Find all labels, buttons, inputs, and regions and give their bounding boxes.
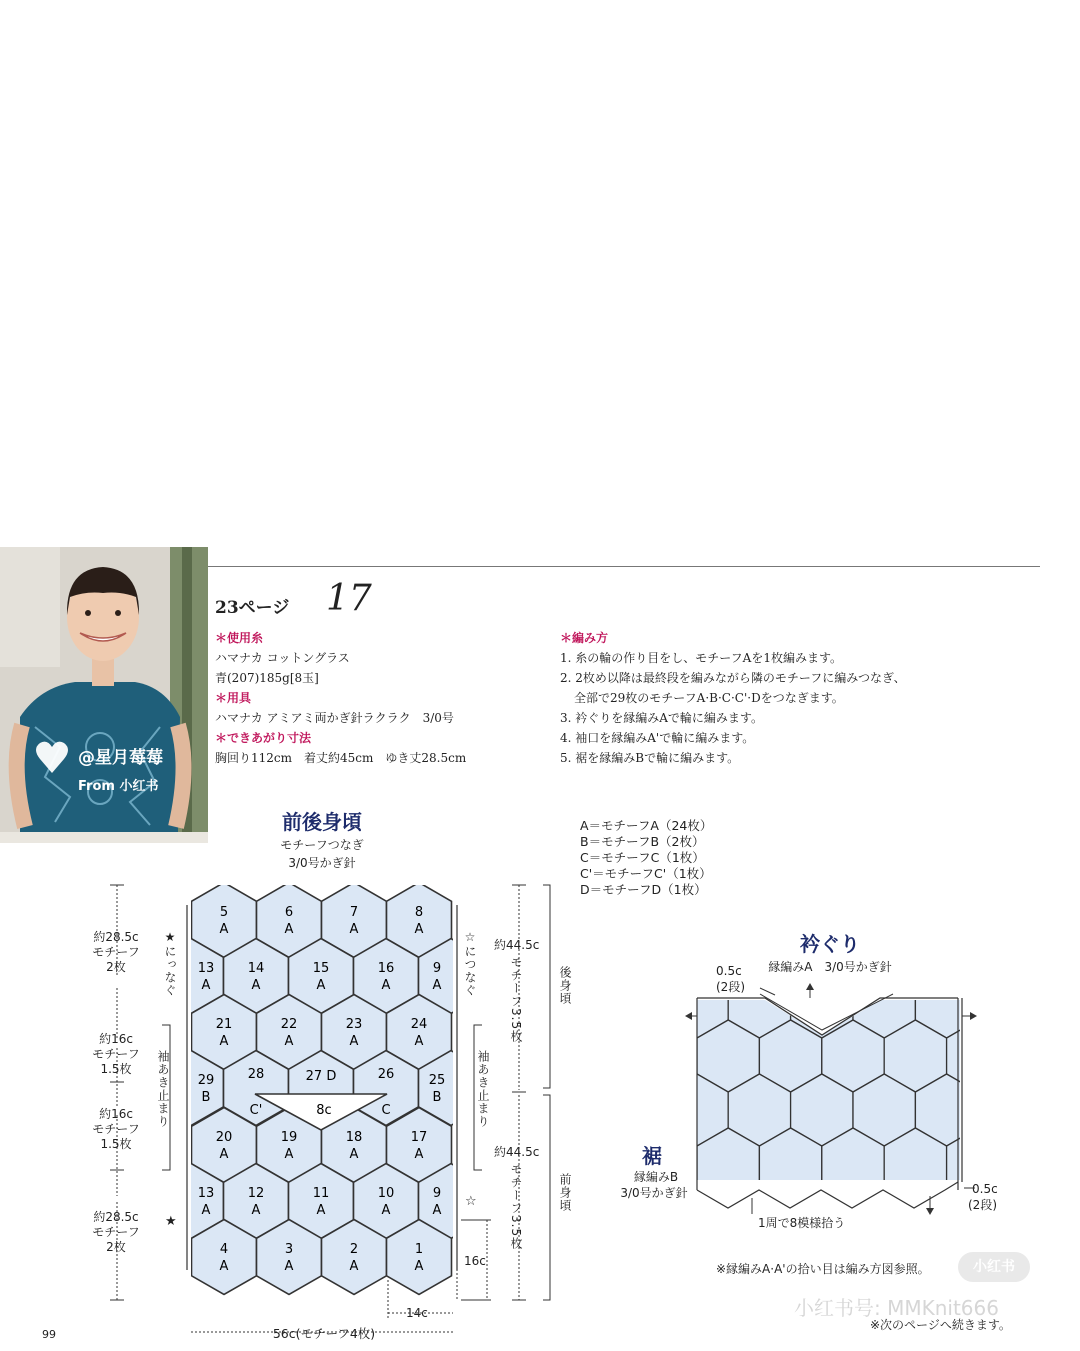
hem-sub2: 3/0号かぎ針 xyxy=(620,1186,688,1200)
yarn-line-1: ハマナカ コットングラス xyxy=(215,651,350,665)
motif-type: A xyxy=(219,1147,229,1162)
motif-type: A xyxy=(414,1034,424,1049)
edging-hexagon xyxy=(1009,1020,1071,1092)
motif-type: A xyxy=(381,978,391,993)
method-heading: ＊編み方 xyxy=(560,631,609,645)
motif-number: 28 xyxy=(247,1067,265,1082)
neck-title: 衿ぐり xyxy=(800,932,860,956)
neck-dim-1: 0.5c xyxy=(716,964,742,978)
join-star-right-label: ☆につなぐ xyxy=(463,930,477,997)
motif-number: 20 xyxy=(215,1130,233,1145)
motif-number: 27 D xyxy=(305,1069,337,1084)
motif-type: C xyxy=(381,1103,391,1118)
motif-type: A xyxy=(432,1203,442,1218)
motif-number: 9 xyxy=(432,961,442,976)
watermark: 小红书号: MMKnit666 xyxy=(794,1296,999,1320)
left-dim-3: 約16c モチーフ 1.5枚 xyxy=(92,1107,140,1151)
page-number: 99 xyxy=(42,1328,56,1341)
tools-line: ハマナカ アミアミ両かぎ針ラクラク 3/0号 xyxy=(215,711,454,725)
right-dim-2: 約44.5c xyxy=(494,1145,540,1159)
left-dim-2: 約16c モチーフ 1.5枚 xyxy=(92,1032,140,1076)
motif-number: 9 xyxy=(432,1186,442,1201)
motif-type: A xyxy=(284,1259,294,1274)
motif-number: 19 xyxy=(280,1130,298,1145)
motif-type: A xyxy=(432,978,442,993)
hem-dim-1: 0.5c xyxy=(972,1182,998,1196)
tools-heading: ＊用具 xyxy=(215,691,252,705)
neck-dim-2: (2段) xyxy=(716,980,745,994)
front-body-label: 前身頃 xyxy=(558,1173,572,1212)
method-step: 5. 裾を縁編みBで輪に編みます。 xyxy=(560,751,740,765)
motif-number: 17 xyxy=(410,1130,428,1145)
arrow-up-head xyxy=(806,983,814,990)
legend-item: C＝モチーフC（1枚） xyxy=(580,850,705,865)
page-reference: 23ページ xyxy=(215,598,290,618)
left-dim-4: 約28.5c モチーフ 2枚 xyxy=(92,1210,140,1254)
motif-type: A xyxy=(349,1259,359,1274)
edging-hexagon xyxy=(1009,1128,1071,1200)
motif-number: 3 xyxy=(284,1242,294,1257)
motif-number: 26 xyxy=(377,1067,395,1082)
motif-type: A xyxy=(284,1147,294,1162)
motif-type: A xyxy=(219,1259,229,1274)
hem-dim-2: (2段) xyxy=(968,1198,997,1212)
motif-number: 15 xyxy=(312,961,330,976)
method-step: 1. 糸の輪の作り目をし、モチーフAを1枚編みます。 xyxy=(560,651,843,665)
motif-number: 18 xyxy=(345,1130,363,1145)
join-star-left-label: ★にっなぐ xyxy=(163,930,177,997)
motif-number: 11 xyxy=(312,1186,330,1201)
motif-number: 10 xyxy=(377,1186,395,1201)
star-mark-right: ☆ xyxy=(465,1194,477,1209)
hem-sub1: 縁編みB xyxy=(633,1170,679,1184)
motif-type: A xyxy=(284,1034,294,1049)
edging-hexagon xyxy=(978,966,1040,1038)
arrow-right-head xyxy=(970,1012,977,1020)
motif-type: A xyxy=(414,1259,424,1274)
legend-item: B＝モチーフB（2枚） xyxy=(580,834,705,849)
motif-number: 7 xyxy=(349,905,359,920)
left-dim-1: 約28.5c モチーフ 2枚 xyxy=(92,930,140,974)
back-body-label: 後身頃 xyxy=(558,966,572,1005)
motif-type: A xyxy=(349,1034,359,1049)
size-line: 胸回り112cm 着丈約45cm ゆき丈28.5cm xyxy=(215,751,467,765)
yarn-line-2: 青(207)185g[8玉] xyxy=(215,671,319,685)
method-step: 2. 2枚め以降は最終段を編みながら隣のモチーフに編みつなぎ、 xyxy=(560,671,906,685)
motif-number: 23 xyxy=(345,1017,363,1032)
motif-type: A xyxy=(316,1203,326,1218)
hem-title: 裾 xyxy=(642,1144,662,1168)
legend-item: A＝モチーフA（24枚） xyxy=(580,818,713,833)
method-step: 4. 袖口を縁編みA'で輪に編みます。 xyxy=(560,731,755,745)
sleeve-stop-right: 袖あき止まり xyxy=(476,1050,490,1128)
pickup-note: 1周で8模様拾う xyxy=(758,1216,846,1230)
motif-type: A xyxy=(201,978,211,993)
dim-56c: 56c(モチーフ4枚) xyxy=(272,1326,376,1341)
motif-type: A xyxy=(316,978,326,993)
motif-type: A xyxy=(201,1203,211,1218)
arrow-down-head xyxy=(926,1208,934,1215)
motif-type: A xyxy=(349,922,359,937)
motif-number: 6 xyxy=(284,905,294,920)
motif-type: A xyxy=(414,1147,424,1162)
motif-type: B xyxy=(201,1090,211,1105)
sleeve-stop-left: 袖あき止まり xyxy=(156,1050,170,1128)
motif-type: B xyxy=(432,1090,442,1105)
motif-number: 4 xyxy=(219,1242,229,1257)
neck-width-label: 8c xyxy=(316,1103,332,1118)
right-dim-2-sub: モチーフ3.5枚 xyxy=(509,1163,523,1251)
body-diagram-title: 前後身頃 xyxy=(282,810,362,834)
motif-type: A xyxy=(251,1203,261,1218)
watermark-logo: 小红书 xyxy=(958,1252,1030,1282)
note-pickup: ※縁編みA·A'の拾い目は編み方図参照。 xyxy=(716,1262,930,1276)
motif-type: A xyxy=(251,978,261,993)
body-diagram-sub1: モチーフつなぎ xyxy=(280,838,364,852)
star-mark-left: ★ xyxy=(165,1214,177,1229)
motif-number: 13 xyxy=(197,1186,215,1201)
motif-number: 2 xyxy=(349,1242,359,1257)
motif-number: 13 xyxy=(197,961,215,976)
motif-number: 22 xyxy=(280,1017,298,1032)
motif-number: 16 xyxy=(377,961,395,976)
method-step: 全部で29枚のモチーフA·B·C·C'·Dをつなぎます。 xyxy=(574,691,844,705)
edging-hexagon xyxy=(978,1074,1040,1146)
motif-type: A xyxy=(349,1147,359,1162)
legend-item: C'＝モチーフC'（1枚） xyxy=(580,866,712,881)
neck-dim-pointer xyxy=(760,988,775,995)
motif-number: 25 xyxy=(428,1073,446,1088)
photo-watermark-handle: @星月莓莓 xyxy=(78,748,163,768)
motif-type: C' xyxy=(249,1103,263,1118)
motif-number: 8 xyxy=(414,905,424,920)
motif-number: 5 xyxy=(219,905,229,920)
neck-sub: 縁編みA 3/0号かぎ針 xyxy=(768,960,892,974)
yarn-heading: ＊使用糸 xyxy=(215,631,264,645)
motif-number: 24 xyxy=(410,1017,428,1032)
motif-number: 14 xyxy=(247,961,265,976)
motif-type: A xyxy=(381,1203,391,1218)
edging-hex-grid xyxy=(666,966,1072,1200)
arrow-left-head xyxy=(685,1012,692,1020)
motif-type: A xyxy=(219,922,229,937)
method-step: 3. 衿ぐりを縁編みAで輪に編みます。 xyxy=(560,711,763,725)
right-dim-1-sub: モチーフ3.5枚 xyxy=(509,956,523,1044)
dim-16c: 16c xyxy=(464,1254,486,1268)
motif-number: 29 xyxy=(197,1073,215,1088)
photo-watermark-from: From 小红书 xyxy=(78,779,159,794)
motif-number: 1 xyxy=(414,1242,424,1257)
dim-14c: 14c xyxy=(406,1306,428,1320)
motif-type: A xyxy=(219,1034,229,1049)
note-continue: ※次のページへ続きます。 xyxy=(870,1318,1011,1332)
body-diagram-sub2: 3/0号かぎ針 xyxy=(288,856,356,870)
right-dim-1: 約44.5c xyxy=(494,938,540,952)
motif-number: 12 xyxy=(247,1186,265,1201)
size-heading: ＊できあがり寸法 xyxy=(215,731,312,745)
legend-item: D＝モチーフD（1枚） xyxy=(580,882,707,897)
motif-type: A xyxy=(284,922,294,937)
motif-number: 21 xyxy=(215,1017,233,1032)
motif-type: A xyxy=(414,922,424,937)
pattern-number: 17 xyxy=(326,578,372,619)
hem-edge xyxy=(697,1182,958,1208)
